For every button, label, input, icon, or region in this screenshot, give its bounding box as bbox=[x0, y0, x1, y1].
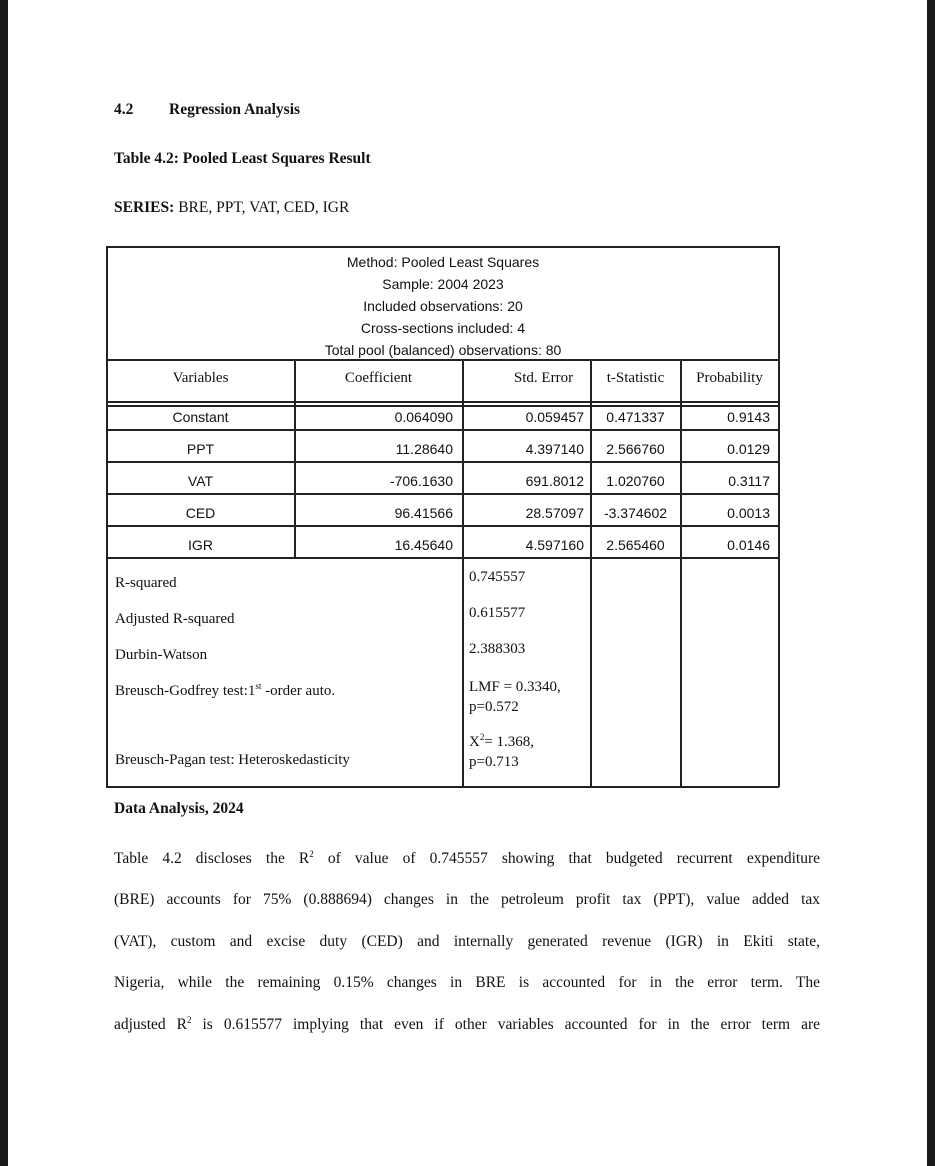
row-probability: 0.0129 bbox=[727, 441, 770, 457]
paragraph-line: adjusted $R^2$ is 0.615577 implying that even if other variables accounted for in the error term are bbox=[114, 1014, 820, 1033]
stat-label-r-squared: R-squared bbox=[115, 575, 177, 591]
table-border-bottom bbox=[106, 786, 779, 788]
row-probability: 0.9143 bbox=[727, 409, 770, 425]
row-t-stat: 2.566760 bbox=[606, 441, 665, 457]
stat-value-durbin-watson: 2.388303 bbox=[469, 641, 526, 657]
table-caption: Table 4.2: Pooled Least Squares Result bbox=[114, 150, 371, 167]
row-probability: 0.0013 bbox=[727, 505, 770, 521]
paragraph-line: Table 4.2 discloses the $R^2$ of value of 0.745557 showing that budgeted recurrent expenditure bbox=[114, 848, 820, 867]
stat-label-adj-r-squared: Adjusted R-squared bbox=[115, 611, 235, 627]
table-rule-header-bottom bbox=[106, 401, 779, 403]
col-header-coefficient: Coefficient bbox=[344, 370, 413, 386]
row-coefficient: 0.064090 bbox=[394, 409, 453, 425]
row-t-stat: -3.374602 bbox=[603, 505, 668, 521]
col-header-t-statistic: t-Statistic bbox=[606, 370, 665, 386]
header-sample: Sample: 2004 2023 bbox=[382, 276, 504, 292]
row-t-stat: 1.020760 bbox=[606, 473, 665, 489]
stat-value-adj-r-squared: 0.615577 bbox=[469, 605, 526, 621]
series-label: SERIES: bbox=[114, 199, 175, 216]
stat-value-breusch-pagan: $X^2= 1.368$, p=0.713 bbox=[469, 732, 535, 770]
paragraph-line: (BRE) accounts for 75% (0.888694) changes in the petroleum profit tax (PPT), value added tax bbox=[114, 891, 820, 908]
row-probability: 0.0146 bbox=[727, 537, 770, 553]
table-rule bbox=[106, 557, 779, 559]
row-t-stat: 2.565460 bbox=[606, 537, 665, 553]
table-border-right bbox=[778, 246, 780, 787]
table-header-block bbox=[298, 251, 588, 361]
table-border-top bbox=[106, 246, 779, 248]
header-method: Method: Pooled Least Squares bbox=[346, 254, 540, 270]
row-coefficient: 96.41566 bbox=[394, 505, 453, 521]
row-variable: VAT bbox=[187, 473, 214, 489]
stat-label-durbin-watson: Durbin-Watson bbox=[115, 647, 208, 663]
section-number: 4.2 bbox=[114, 101, 134, 118]
row-std-error: 28.57097 bbox=[525, 505, 584, 521]
stat-value-breusch-godfrey: LMF = 0.3340, p=0.572 bbox=[469, 679, 561, 715]
col-header-variables: Variables bbox=[172, 370, 229, 386]
table-col-divider bbox=[294, 359, 296, 558]
col-header-probability: Probability bbox=[696, 370, 763, 386]
row-variable: IGR bbox=[188, 537, 213, 553]
row-variable: Constant bbox=[172, 409, 229, 425]
row-coefficient: -706.1630 bbox=[389, 473, 453, 489]
table-source: Data Analysis, 2024 bbox=[114, 800, 244, 817]
document-page bbox=[8, 0, 927, 1166]
header-included-obs: Included observations: 20 bbox=[363, 298, 523, 314]
row-std-error: 0.059457 bbox=[525, 409, 584, 425]
section-title: Regression Analysis bbox=[169, 101, 301, 118]
row-probability: 0.3117 bbox=[728, 473, 770, 489]
stat-value-r-squared: 0.745557 bbox=[469, 569, 526, 585]
table-rule bbox=[106, 493, 779, 495]
stat-label-breusch-pagan: Breusch-Pagan test: Heteroskedasticity bbox=[115, 752, 350, 768]
series-value: BRE, PPT, VAT, CED, IGR bbox=[178, 199, 350, 216]
table-rule-header-bottom-2 bbox=[106, 405, 779, 407]
header-cross-sections: Cross-sections included: 4 bbox=[360, 320, 526, 336]
stat-label-breusch-godfrey: Breusch-Godfrey test:1st -order auto. bbox=[115, 681, 336, 699]
header-total-pool: Total pool (balanced) observations: 80 bbox=[324, 342, 562, 358]
table-rule bbox=[106, 429, 779, 431]
paragraph-line: (VAT), custom and excise duty (CED) and internally generated revenue (IGR) in Ekiti state, bbox=[114, 933, 820, 950]
series-line bbox=[114, 199, 349, 217]
row-coefficient: 16.45640 bbox=[394, 537, 453, 553]
paragraph-line: Nigeria, while the remaining 0.15% changes in BRE is accounted for in the error term. The bbox=[114, 974, 820, 991]
table-rule bbox=[106, 525, 779, 527]
col-header-std-error: Std. Error bbox=[513, 370, 574, 386]
row-variable: CED bbox=[185, 505, 216, 521]
row-std-error: 4.397140 bbox=[525, 441, 584, 457]
row-variable: PPT bbox=[186, 441, 215, 457]
table-rule bbox=[106, 461, 779, 463]
row-t-stat: 0.471337 bbox=[606, 409, 665, 425]
row-std-error: 4.597160 bbox=[525, 537, 584, 553]
row-std-error: 691.8012 bbox=[525, 473, 584, 489]
row-coefficient: 11.28640 bbox=[395, 441, 453, 457]
